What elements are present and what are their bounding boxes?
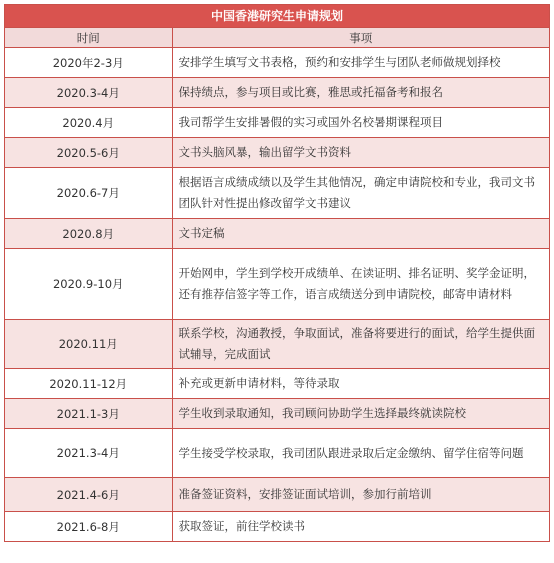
row-time: 2020.3-4月	[5, 78, 172, 108]
table-row	[5, 512, 549, 542]
table-row	[5, 219, 549, 249]
row-time: 2020年2-3月	[5, 48, 172, 78]
row-task: 安排学生填写文书表格，预约和安排学生与团队老师做规划择校	[172, 48, 549, 78]
table-row	[5, 249, 549, 320]
row-time: 2020.4月	[5, 108, 172, 138]
row-time: 2020.8月	[5, 219, 172, 249]
table-header-row	[5, 28, 549, 48]
row-task: 联系学校，沟通教授，争取面试，准备将要进行的面试，给学生提供面试辅导，完成面试	[172, 320, 549, 369]
header-time: 时间	[5, 28, 172, 48]
table-row	[5, 478, 549, 512]
table-row	[5, 138, 549, 168]
row-task: 我司帮学生安排暑假的实习或国外名校暑期课程项目	[172, 108, 549, 138]
row-task: 学生接受学校录取，我司团队跟进录取后定金缴纳、留学住宿等问题	[172, 429, 549, 478]
row-task: 准备签证资料，安排签证面试培训，参加行前培训	[172, 478, 549, 512]
row-time: 2021.4-6月	[5, 478, 172, 512]
header-task: 事项	[172, 28, 549, 48]
table-row	[5, 369, 549, 399]
row-task: 获取签证，前往学校读书	[172, 512, 549, 542]
row-task: 补充或更新申请材料，等待录取	[172, 369, 549, 399]
planning-table	[5, 27, 549, 541]
row-time: 2020.5-6月	[5, 138, 172, 168]
table-row	[5, 399, 549, 429]
row-time: 2021.1-3月	[5, 399, 172, 429]
row-time: 2021.3-4月	[5, 429, 172, 478]
table-row	[5, 320, 549, 369]
row-task: 文书定稿	[172, 219, 549, 249]
row-task: 学生收到录取通知，我司顾问协助学生选择最终就读院校	[172, 399, 549, 429]
row-task: 开始网申，学生到学校开成绩单、在读证明、排名证明、奖学金证明，还有推荐信签字等工作，语言成绩送分到申请院校，邮寄申请材料	[172, 249, 549, 320]
row-task: 文书头脑风暴，输出留学文书资料	[172, 138, 549, 168]
row-time: 2021.6-8月	[5, 512, 172, 542]
table-title: 中国香港研究生申请规划	[5, 5, 549, 27]
row-time: 2020.6-7月	[5, 168, 172, 219]
table-row	[5, 108, 549, 138]
table-row	[5, 78, 549, 108]
table-row	[5, 48, 549, 78]
row-task: 保持绩点，参与项目或比赛，雅思或托福备考和报名	[172, 78, 549, 108]
row-time: 2020.11-12月	[5, 369, 172, 399]
row-task: 根据语言成绩成绩以及学生其他情况，确定申请院校和专业，我司文书团队针对性提出修改留学文书建议	[172, 168, 549, 219]
table-row	[5, 168, 549, 219]
planning-table-container	[4, 4, 550, 542]
row-time: 2020.11月	[5, 320, 172, 369]
table-row	[5, 429, 549, 478]
row-time: 2020.9-10月	[5, 249, 172, 320]
